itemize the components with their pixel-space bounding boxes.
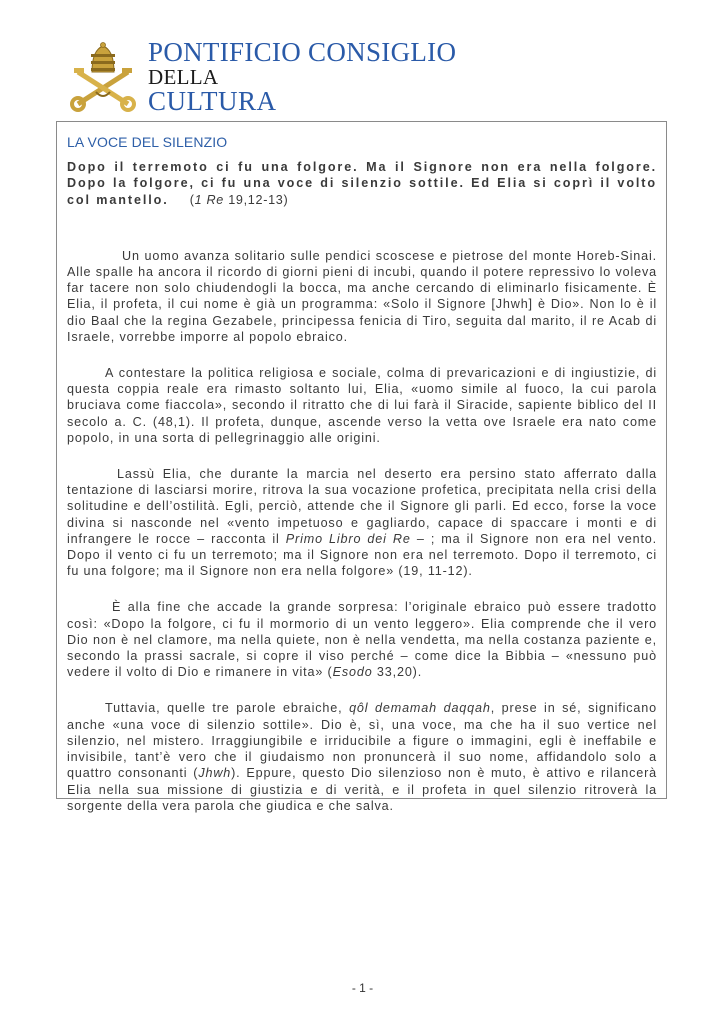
paragraph-4-text-b: 33,20). [372,665,423,680]
paragraph-5-tetragram: Jhwh [198,766,232,781]
paragraph-3 [67,466,657,579]
paragraph-5-text-b: , prese in sé, significano anche «una voce di silenzio sottile». Dio è, sì, una voce, ma che ha il suo vertice nel silenzio, nel mistero. Irraggiungibile e irriducibile a figure o immagini, egli è ineffabile e invisibile, tant’è vero che il giudaismo non pronuncerà il suo nome, affidandolo solo a quattro consonanti ( [67,701,657,781]
org-name-line2: DELLA [148,65,219,89]
epigraph-ref-rest: 19,12-13) [224,192,289,207]
page-number: - 1 - [351,981,374,995]
org-name-line3: CULTURA [148,86,277,116]
paragraph-2-text: A contestare la politica religiosa e sociale, colma di prevaricazioni e di ingiustizie, di questa coppia reale era rimasto soltanto lui, Elia, «uomo simile al fuoco, la cui parola bruciava come fiaccola», secondo il ritratto che di lui farà il Siracide, sapiente biblico del II secolo a. C. (48,1). Il profeta, dunque, ascende verso la vetta ove Israele era nato come popolo, in una sorta di pellegrinaggio alle origini. [67,366,657,445]
paragraph-4-book-title: Esodo [332,665,373,680]
paragraph-1-text: Un uomo avanza solitario sulle pendici scoscese e pietrose del monte Horeb-Sinai. Alle spalle ha ancora il ricordo di giorni pieni di incubi, quando il potere repressivo lo voleva far tacere non solo chiudendogli la bocca, ma anche cercando di eliminarlo fisicamente. È Elia, il profeta, il cui nome è già un programma: «Solo il Signore [Jhwh] è Dio». Non lo è il dio Baal che la regina Gezabele, principessa fenicia di Tiro, seguita dal marito, il re Acab di Israele, vorrebbe imporre al popolo ebraico. [67,248,657,344]
paragraph-4-text-a: È alla fine che accade la grande sorpresa: l’originale ebraico può essere tradotto così: «Dopo la folgore, ci fu il mormorio di un vento leggero». Elia comprende che il vero Dio non è nel clamore, ma nella quiete, non è nella vendetta, ma nella costanza paziente e, secondo la prassi sacrale, si copre il viso perché – come dice la Bibbia – «nessuno può vedere il volto di Dio e rimanere in vita» ( [67,600,657,680]
paragraph-5-text-c: ). Eppure, questo Dio silenzioso non è muto, è attivo e rilancerà Elia nella sua missione di giustizia e di verità, e il profeta in quel silenzio ritroverà la sorgente della vera parola che giudica e che salva. [67,766,657,813]
epigraph [67,159,657,208]
epigraph-quote: Dopo il terremoto ci fu una folgore. Ma il Signore non era nella folgore. Dopo la folgore, ci fu una voce di silenzio sottile. Ed Elia si coprì il volto col mantello. [67,160,657,207]
paragraph-3-text-a: Lassù Elia, che durante la marcia nel deserto era persino stato afferrato dalla tentazione di lasciarsi morire, ritrova la sua vocazione profetica, precipitata nella crisi della solitudine e dell’ostilità. Egli, perciò, attende che il Signore gli parli. Ed ecco, forse la voce divina si nasconde nel «vento impetuoso e gagliardo, capace di spaccare i monti e di infrangere le rocce – racconta il [67,467,657,546]
paragraph-3-book-title: Primo Libro dei Re [285,531,411,546]
paragraph-2 [67,365,657,446]
paragraph-1 [67,248,657,345]
org-name-line1: PONTIFICIO CONSIGLIO [148,37,457,67]
paragraph-3-text-b: – ; ma il Signore non era nel vento. Dopo il vento ci fu un terremoto; ma il Signore non era nel terremoto. Dopo il terremoto, ci fu una folgore; ma il Signore non era nella folgore» (19, 11-12). [67,531,657,579]
article-body [67,134,657,834]
paragraph-5 [67,700,657,813]
epigraph-ref-book: 1 Re [194,192,224,207]
page-header [70,38,530,118]
papal-emblem-icon [70,42,136,112]
paragraph-5-text-a: Tuttavia, quelle tre parole ebraiche, [105,701,350,716]
paragraph-4 [67,599,657,680]
article-title: LA VOCE DEL SILENZIO [67,134,228,150]
epigraph-ref-open: ( [189,192,195,207]
paragraph-5-hebrew-phrase: qôl demamah daqqah [349,701,491,716]
organization-name [148,38,456,114]
